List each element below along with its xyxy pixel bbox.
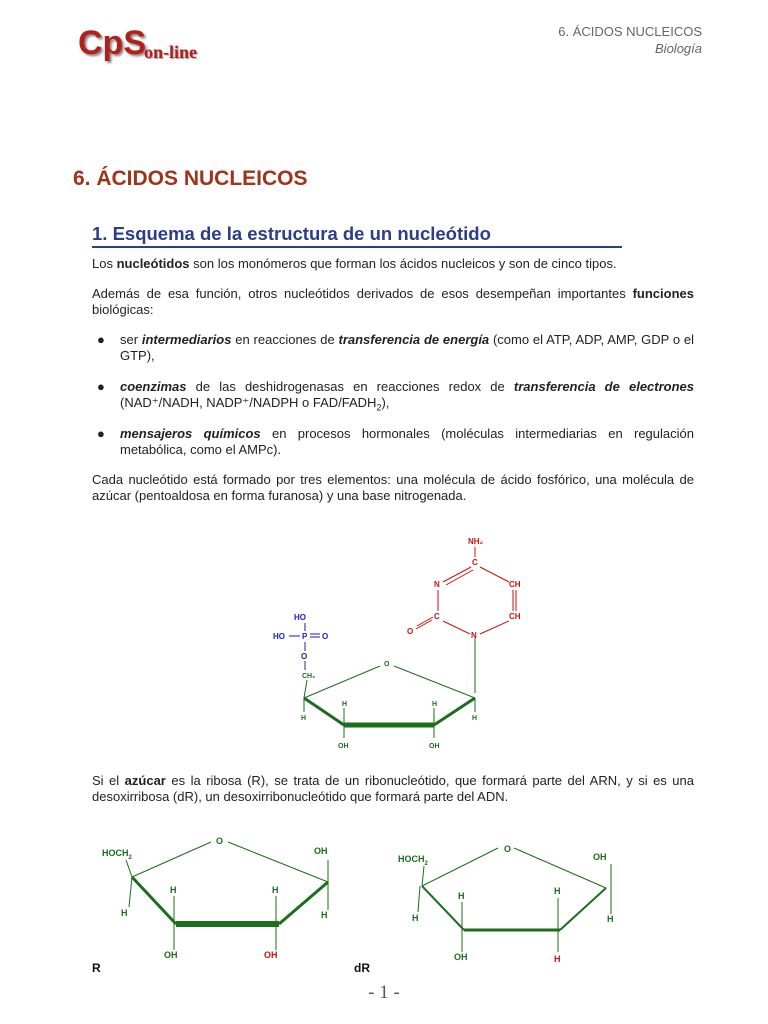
text: en reacciones de bbox=[231, 332, 339, 347]
term: mensajeros químicos bbox=[120, 426, 261, 441]
paragraph-elements: Cada nucleótido está formado por tres elementos: una molécula de ácido fosfórico, una molécula de azúcar (pentoaldosa en forma furanosa) y una base nitrogenada. bbox=[92, 472, 694, 503]
bullet-icon: ● bbox=[97, 379, 105, 394]
term: coenzimas bbox=[120, 379, 187, 394]
base-ch: CH bbox=[509, 612, 521, 621]
h-label: H bbox=[554, 886, 561, 896]
running-header bbox=[558, 23, 702, 57]
bullet-icon: ● bbox=[97, 332, 105, 347]
term: transferencia de energía bbox=[338, 332, 490, 347]
header-title: 6. ÁCIDOS NUCLEICOS bbox=[558, 24, 702, 39]
phosphate-o-right: O bbox=[322, 632, 329, 641]
term-funciones: funciones bbox=[632, 286, 694, 301]
page-number: - 1 - bbox=[368, 982, 400, 1003]
base-n: N bbox=[471, 631, 477, 640]
phosphate-ho-top: HO bbox=[294, 613, 306, 622]
h-label: H bbox=[412, 913, 419, 923]
base-c: C bbox=[434, 612, 440, 621]
base-nh2: NH₂ bbox=[468, 537, 484, 546]
text: es la ribosa (R), se trata de un ribonucleótido, que formará parte del ARN, y si es una desoxirribosa (dR), un desoxirribonucleótido que formará parte del ADN. bbox=[92, 773, 694, 804]
paragraph-intro bbox=[92, 256, 694, 272]
oh-label: OH bbox=[429, 743, 440, 750]
deoxyribose-label: dR bbox=[354, 961, 370, 975]
text: (NAD⁺/NADH, NADP⁺/NADPH o FAD/FADH bbox=[120, 395, 377, 410]
bullet-icon: ● bbox=[97, 426, 105, 441]
text: Si el bbox=[92, 773, 125, 788]
logo-suffix: on-line bbox=[144, 42, 198, 62]
oh-label: OH bbox=[164, 950, 178, 960]
term-azucar: azúcar bbox=[124, 773, 166, 788]
oh-label: OH bbox=[338, 743, 349, 750]
text: ser bbox=[120, 332, 142, 347]
ribose-diagram bbox=[96, 832, 346, 967]
h-label: H bbox=[272, 885, 279, 895]
h-label: H bbox=[301, 715, 307, 722]
list-item bbox=[120, 379, 694, 416]
text: (como el ATP, ADP, AMP, GDP o el GTP), bbox=[120, 332, 695, 363]
h-label-red: H bbox=[554, 954, 561, 964]
phosphate-p: P bbox=[302, 632, 308, 641]
base-o: O bbox=[407, 627, 414, 636]
phosphate-o-bottom: O bbox=[301, 652, 308, 661]
oh-label-red: OH bbox=[264, 950, 278, 960]
text: biológicas: bbox=[92, 302, 154, 317]
ring-oxygen: O bbox=[384, 661, 390, 668]
h-label: H bbox=[321, 910, 328, 920]
ring-oxygen: O bbox=[504, 844, 512, 854]
ribose-label: R bbox=[92, 961, 101, 975]
text: ), bbox=[381, 395, 390, 410]
header-subtitle: Biología bbox=[655, 41, 702, 56]
oh-label: OH bbox=[593, 852, 607, 862]
text: son los monómeros que forman los ácidos nucleicos y son de cinco tipos. bbox=[189, 256, 617, 271]
nucleotide-diagram bbox=[260, 528, 560, 758]
base-n: N bbox=[434, 580, 440, 589]
h-label: H bbox=[342, 701, 348, 708]
hoch2-label: $HOCH_2$ bbox=[102, 848, 132, 861]
logo-main: CpS bbox=[78, 24, 146, 62]
text: en procesos hormonales (moléculas intermediarias en regulación metabólica, como el AMPc). bbox=[120, 426, 694, 457]
term: transferencia de electrones bbox=[513, 379, 695, 394]
h-label: H bbox=[607, 914, 614, 924]
ch2-label: CH₂ bbox=[302, 673, 316, 680]
hoch2-label: $HOCH_2$ bbox=[398, 854, 428, 867]
h-label: H bbox=[458, 891, 465, 901]
phosphate-ho-left: HO bbox=[273, 632, 285, 641]
paragraph-functions bbox=[92, 286, 694, 318]
page-title: 6. ÁCIDOS NUCLEICOS bbox=[73, 167, 308, 190]
h-label: H bbox=[170, 885, 177, 895]
term: intermediarios bbox=[141, 332, 232, 347]
h-label: H bbox=[472, 715, 478, 722]
ring-oxygen: O bbox=[216, 836, 224, 846]
paragraph-sugar bbox=[92, 773, 694, 805]
list-item bbox=[120, 332, 694, 364]
term-nucleotidos: nucleótidos bbox=[116, 256, 190, 271]
section-heading: 1. Esquema de la estructura de un nucleótido bbox=[92, 223, 622, 248]
h-label: H bbox=[432, 701, 438, 708]
text: de las deshidrogenasas en reacciones redox de bbox=[186, 379, 514, 394]
oh-label: OH bbox=[314, 846, 328, 856]
text: Además de esa función, otros nucleótidos derivados de esos desempeñan importantes bbox=[92, 286, 633, 301]
text: Los bbox=[92, 256, 117, 271]
oh-label: OH bbox=[454, 952, 468, 962]
logo bbox=[78, 24, 199, 64]
h-label: H bbox=[121, 908, 128, 918]
base-c: C bbox=[472, 558, 478, 567]
base-ch: CH bbox=[509, 580, 521, 589]
deoxyribose-diagram bbox=[390, 834, 630, 964]
list-item bbox=[120, 426, 694, 458]
subscript: 2 bbox=[376, 402, 382, 413]
